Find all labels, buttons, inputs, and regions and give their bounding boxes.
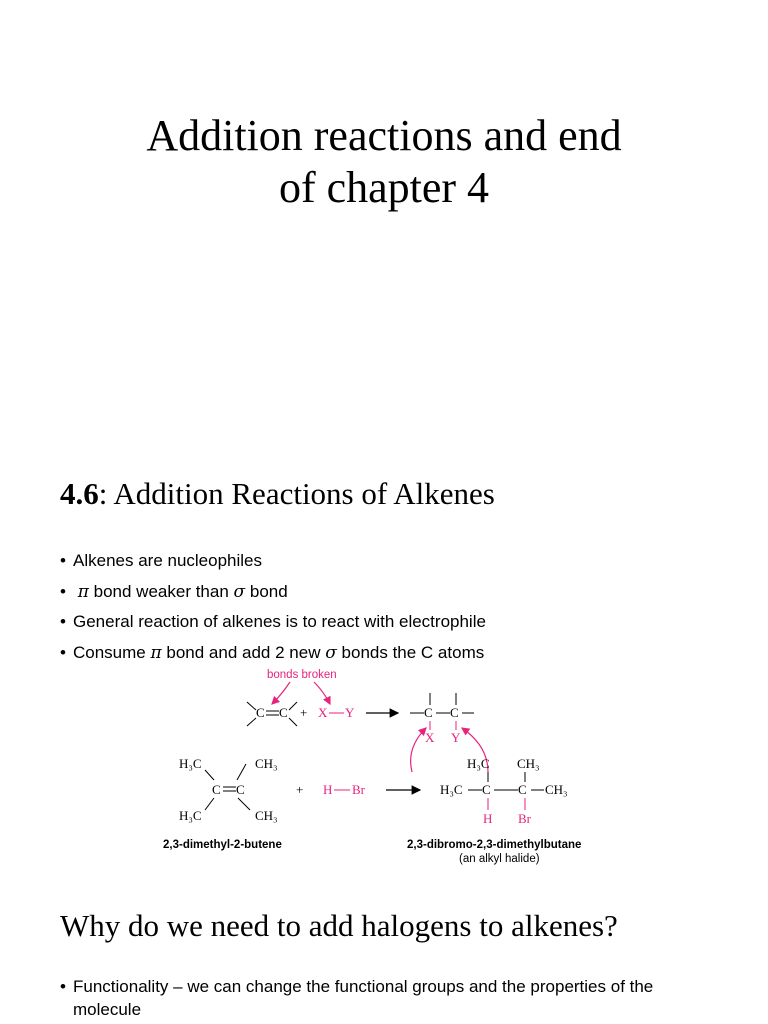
hbr-h: H xyxy=(323,782,333,797)
product-bonds xyxy=(468,772,544,790)
bullet-text: bond xyxy=(245,581,288,601)
product-y: Y xyxy=(451,730,461,745)
product-carbon-left: C xyxy=(424,705,433,720)
bullet-text: bonds the C atoms xyxy=(336,642,485,662)
reactant-carbon-right: C xyxy=(236,782,245,797)
reagent-y: Y xyxy=(345,705,355,720)
section-heading xyxy=(60,476,495,512)
bullet-list xyxy=(60,549,486,671)
bullet-item xyxy=(60,549,486,580)
reagent-x: X xyxy=(318,705,328,720)
section-number: 4.6 xyxy=(60,476,99,511)
product-h3c-top: H₃C xyxy=(467,756,490,771)
question-heading: Why do we need to add halogens to alkenes? xyxy=(60,908,618,943)
slide-title-line-1: Addition reactions and end xyxy=(146,111,622,160)
bullet-item xyxy=(60,580,486,611)
pink-arrow-to-xy-bond xyxy=(314,682,330,704)
alkene-carbon-right: C xyxy=(279,705,288,720)
generic-alkene xyxy=(247,702,297,726)
reactant-name: 2,3-dimethyl-2-butene xyxy=(163,839,282,851)
pink-arrow-x xyxy=(411,728,426,772)
bullet-text: bond and add 2 new xyxy=(161,642,326,662)
bullet-item xyxy=(60,975,720,1021)
product-carbon-2: C xyxy=(482,782,491,797)
slide-title xyxy=(0,110,768,214)
product-note: (an alkyl halide) xyxy=(459,853,540,865)
bullet-list-2 xyxy=(60,975,720,1021)
reactant-ch3-bottom: CH₃ xyxy=(255,808,278,823)
plus-sign-2: + xyxy=(296,782,304,797)
reaction-diagram xyxy=(0,660,768,870)
alkene-carbon-left: C xyxy=(256,705,265,720)
pink-arrow-to-pi-bond xyxy=(272,682,290,704)
section-heading-text: : Addition Reactions of Alkenes xyxy=(98,476,495,511)
product-br: Br xyxy=(518,811,531,826)
reactant-ch3-top: CH₃ xyxy=(255,756,278,771)
product-h3c-left: H₃C xyxy=(440,782,463,797)
slide-title-line-2: of chapter 4 xyxy=(278,163,490,212)
reactant-h3c-bottom: H₃C xyxy=(179,808,202,823)
sigma-symbol: σ xyxy=(233,581,246,602)
reactant-h3c-top: H₃C xyxy=(179,756,202,771)
reactant-carbon-left: C xyxy=(212,782,221,797)
bullet-text: bond weaker than xyxy=(88,581,234,601)
hbr-br: Br xyxy=(352,782,365,797)
bullet-item xyxy=(60,610,486,641)
pi-symbol: π xyxy=(77,581,89,602)
pi-symbol: π xyxy=(150,642,162,663)
product-h: H xyxy=(483,811,493,826)
generic-product xyxy=(410,693,474,713)
bullet-text: General reaction of alkenes is to react with electrophile xyxy=(73,612,486,631)
sigma-symbol: σ xyxy=(325,642,337,663)
plus-sign: + xyxy=(300,705,308,720)
product-name: 2,3-dibromo-2,3-dimethylbutane xyxy=(407,839,582,851)
product-carbon-3: C xyxy=(518,782,527,797)
product-ch3-top: CH₃ xyxy=(517,756,540,771)
bullet-text: Consume xyxy=(73,642,151,662)
product-carbon-right: C xyxy=(450,705,459,720)
product-x: X xyxy=(425,730,435,745)
bullet-text: Functionality – we can change the functional groups and the properties of the molecule xyxy=(73,977,654,1019)
product-ch3-right: CH₃ xyxy=(545,782,568,797)
bullet-text: Alkenes are nucleophiles xyxy=(73,551,263,570)
bonds-broken-label: bonds broken xyxy=(267,669,337,681)
